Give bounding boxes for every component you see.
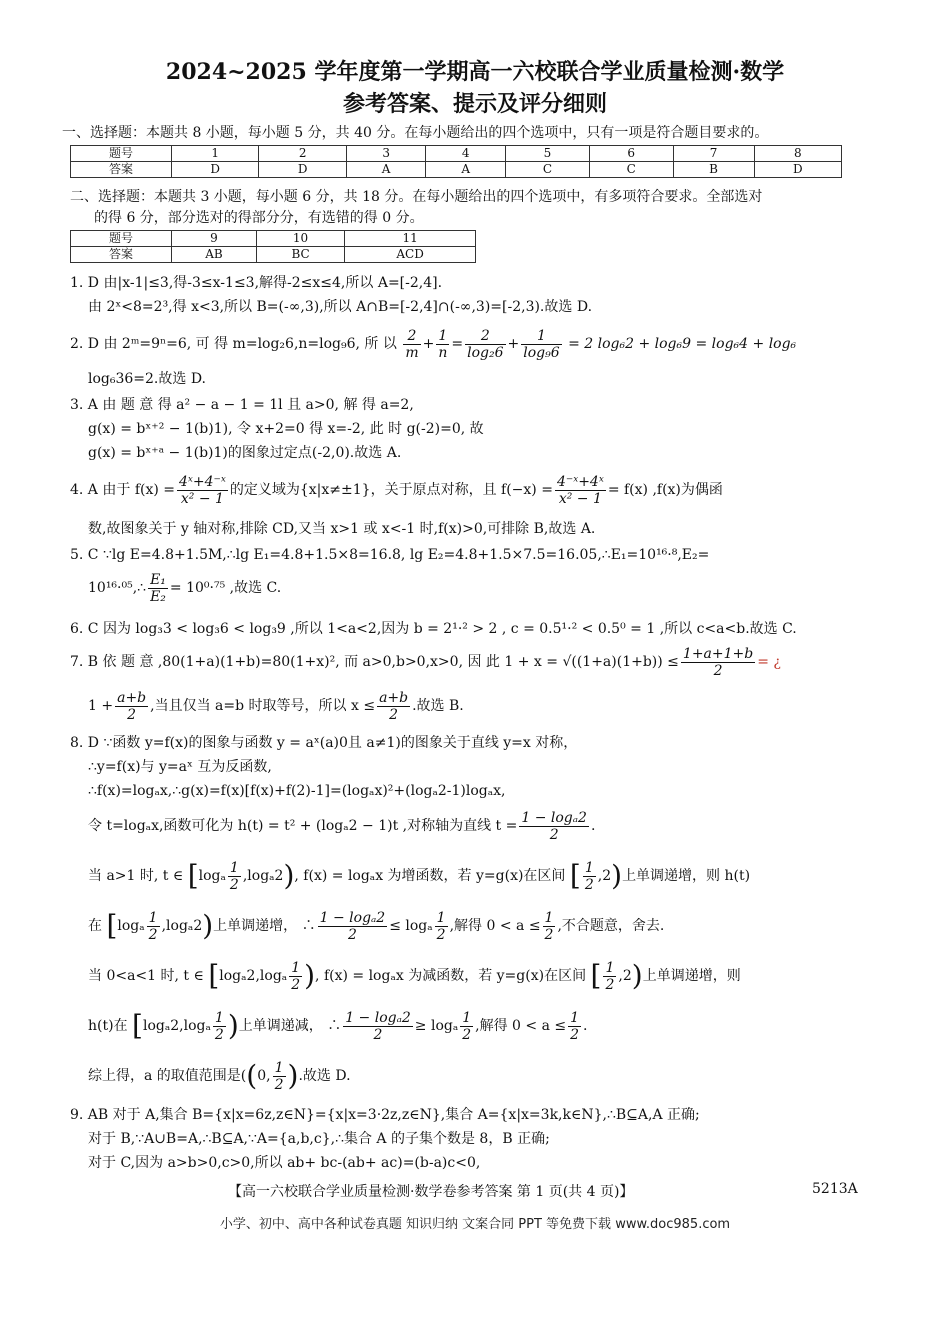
- solution-8-text: ,不合题意，舍去.: [557, 918, 665, 934]
- solution-9-line1: 9. AB 对于 A,集合 B={x|x=6z,z∈N}={x|x=3·2z,z∈N},集合 A={x|x=3k,k∈N},∴B⊆A,A 正确;: [70, 1107, 700, 1123]
- table-cell: C: [589, 162, 673, 178]
- solution-8-text: h(t)在: [88, 1018, 128, 1034]
- solution-5-line2: [88, 566, 910, 610]
- table-cell: 3: [346, 146, 426, 162]
- fraction: $\frac{1}{2}$: [570, 1009, 580, 1043]
- section1-heading: 一、选择题：本题共 8 小题，每小题 5 分，共 40 分。在每小题给出的四个选项中，只有一项是符合题目要求的。: [62, 125, 769, 141]
- fraction: $\frac{2}{m}$: [405, 327, 419, 361]
- fraction: $\frac{\text{1 − logₐ2}}{2}$: [319, 909, 386, 943]
- page-footer: 【高一六校联合学业质量检测·数学卷参考答案 第 1 页(共 4 页)】: [228, 1184, 634, 1200]
- solution-1-line1: 1. D 由|x-1|≤3,得-3≤x-1≤3,解得-2≤x≤4,所以 A=[-2,4].: [70, 275, 443, 291]
- fraction: $\frac{1}{2}$: [436, 909, 446, 943]
- solution-8-line8: h(t)在 [logₐ2,logₐ $\frac{1}{2}$ )上单调递减， ∴ $\frac{\text{1 − logₐ2}}{2}$ ≥ logₐ $\frac{1}{2}$ ,解得 0 < a ≤ $\frac{1}{2}$ .: [88, 1009, 588, 1043]
- solution-8-line9: 综上得，a 的取值范围是((0, $\frac{1}{2}$ ).故选 D.: [88, 1059, 351, 1093]
- fraction: $\frac{\text{1 − logₐ2}}{2}$: [521, 809, 587, 843]
- solution-7-text: .故选 B.: [412, 698, 464, 714]
- fraction: $\frac{1}{\text{log₉6}}$: [523, 327, 560, 361]
- solution-3-line2: g(x) = bˣ⁺² − 1(b)1), 令 x+2=0 得 x=-2, 此 时 g(-2)=0, 故: [88, 421, 484, 437]
- fraction: $\frac{\text{E₁}}{\text{E₂}}$: [150, 571, 166, 605]
- solution-8-text: 令 t=logₐx,函数可化为 h(t) = t² + (logₐ2 − 1)t ,对称轴为直线 t =: [88, 818, 518, 834]
- solution-7-line1: [70, 642, 910, 682]
- solution-8-line7: 当 0<a<1 时, t ∈ [logₐ2,logₐ $\frac{1}{2}$ ), f(x) = logₐx 为减函数，若 y=g(x)在区间 [ $\frac{1}{2}$ ,2)上单调递增，则: [88, 959, 741, 993]
- solution-8-text: ,解得 0 < a ≤: [475, 1018, 567, 1034]
- document-subtitle: 参考答案、提示及评分细则: [342, 91, 607, 117]
- fraction: $\frac{1}{2}$: [274, 1059, 284, 1093]
- table-cell: 11: [345, 231, 476, 247]
- section2-heading-line1: 二、选择题：本题共 3 小题，每小题 6 分，共 18 分。在每小题给出的四个选项中，有多项符合要求。全部选对: [70, 189, 763, 205]
- solution-7-text: = ¿: [757, 654, 781, 670]
- table-cell: D: [754, 162, 841, 178]
- solution-8-text: ,解得 0 < a ≤: [449, 918, 541, 934]
- solution-8-text: 上单调递增，则: [642, 968, 741, 984]
- solution-2-math: = 2 log₆2 + log₆9 = log₆4 + log₆: [568, 336, 797, 352]
- table-cell: 8: [754, 146, 841, 162]
- table-cell: 6: [589, 146, 673, 162]
- solution-7-text: ,当且仅当 a=b 时取等号，所以 x ≤: [150, 698, 376, 714]
- solution-4-text: = f(x) ,f(x)为偶函: [607, 482, 723, 498]
- table-row: [71, 162, 842, 178]
- table-row: [71, 146, 842, 162]
- solution-6: 6. C 因为 log₃3 < log₃6 < log₃9 ,所以 1<a<2,因为 b = 2¹·² > 2 , c = 0.5¹·² < 0.5⁰ = 1 ,所以 c<a<b.故选 C.: [70, 621, 797, 637]
- fraction: $\frac{a+b}{2}$: [379, 689, 409, 723]
- solution-7-line2: [88, 686, 910, 726]
- solution-8-text: 上单调递增， ∴: [213, 918, 316, 934]
- solution-5-text: 10¹⁶·⁰⁵,∴: [88, 580, 147, 596]
- solution-7-text: 1 +: [88, 698, 114, 714]
- table-cell: 5: [506, 146, 590, 162]
- fraction: $\frac{\text{1 − logₐ2}}{2}$: [345, 1009, 411, 1043]
- table-cell: 10: [256, 231, 344, 247]
- table-cell: C: [506, 162, 590, 178]
- website-banner: 小学、初中、高中各种试卷真题 知识归纳 文案合同 PPT 等免费下载 www.doc985.com: [219, 1217, 731, 1232]
- table-cell: B: [673, 162, 754, 178]
- solution-4-line2: 数,故图象关于 y 轴对称,排除 CD,又当 x>1 或 x<-1 时,f(x)>0,可排除 B,故选 A.: [88, 521, 596, 537]
- table-cell-label: 题号: [71, 146, 172, 162]
- solution-8-text: .故选 D.: [298, 1068, 351, 1084]
- solution-2-line2: log₆36=2.故选 D.: [88, 371, 207, 387]
- solution-4-text: 4. A 由于 f(x) =: [70, 482, 175, 498]
- table-cell: 9: [172, 231, 257, 247]
- section2-heading-line2: 的得 6 分，部分选对的得部分分，有选错的得 0 分。: [94, 210, 424, 226]
- solution-8-text: , f(x) = logₐx 为减函数，若 y=g(x)在区间: [315, 968, 587, 984]
- solution-8-line5: 当 a>1 时, t ∈ [logₐ $\frac{1}{2}$ ,logₐ2), f(x) = logₐx 为增函数，若 y=g(x)在区间 [ $\frac{1}{2}$ ,2)上单调递增，则 h(t): [88, 859, 751, 893]
- fraction: $\frac{1}{2}$: [291, 959, 301, 993]
- solution-9-line2: 对于 B,∵A∪B=A,∴B⊆A,∵A={a,b,c},∴集合 A 的子集个数是 8，B 正确;: [88, 1131, 550, 1147]
- document-title: 2024~2025 学年度第一学期高一六校联合学业质量检测·数学: [165, 59, 785, 85]
- solution-8-line1: 8. D ∵函数 y=f(x)的图象与函数 y = aˣ(a)0且 a≠1)的图象关于直线 y=x 对称，: [70, 735, 578, 751]
- solution-8-line2: ∴y=f(x)与 y=aˣ 互为反函数,: [88, 759, 272, 775]
- fraction: $\frac{1}{2}$: [544, 909, 554, 943]
- table-row: [71, 231, 476, 247]
- table-cell: AB: [172, 247, 257, 263]
- solution-8-text: ≤ logₐ: [389, 918, 433, 934]
- solution-1-line2: 由 2ˣ<8=2³,得 x<3,所以 B=(-∞,3),所以 A∩B=[-2,4]∩(-∞,3)=[-2,3).故选 D.: [88, 299, 593, 315]
- solution-8-line4: 令 t=logₐx,函数可化为 h(t) = t² + (logₐ2 − 1)t ,对称轴为直线 t = $\frac{\text{1 − logₐ2}}{2}$ .: [88, 809, 596, 843]
- fraction: $\frac{1}{2}$: [148, 909, 158, 943]
- fraction: $\frac{a+b}{2}$: [117, 689, 147, 723]
- solution-3-line3: g(x) = bˣ⁺ᵃ − 1(b)1)的图象过定点(-2,0).故选 A.: [88, 445, 402, 461]
- table-cell-label: 答案: [71, 247, 172, 263]
- solution-8-text: 综上得，a 的取值范围是(: [88, 1068, 247, 1084]
- fraction: $\frac{\text{4ˣ+4⁻ˣ}}{\text{x² − 1}}$: [179, 473, 226, 507]
- fraction: $\frac{\text{4⁻ˣ+4ˣ}}{\text{x² − 1}}$: [556, 473, 604, 507]
- solution-9-line3: 对于 C,因为 a>b>0,c>0,所以 ab+ bc-(ab+ ac)=(b-a)c<0,: [88, 1155, 481, 1171]
- table-cell: BC: [256, 247, 344, 263]
- solution-2-line1: 2. D 由 2ᵐ=9ⁿ=6, 可 得 m=log₂6,n=log₉6, 所 以 $\frac{2}{m}$ + $\frac{1}{n}$ = $\frac{2}{\text{log₂6}}$ + $\frac{1}{\text{log₉6}}$ = 2 log₆2 + log₆9 = log₆4 + log₆: [70, 327, 797, 361]
- solution-8-text: 上单调递增，则 h(t): [622, 868, 751, 884]
- table-row: [71, 247, 476, 263]
- fraction: $\frac{1}{n}$: [438, 327, 448, 361]
- solution-3-line1: 3. A 由 题 意 得 a² − a − 1 = 1l 且 a>0, 解 得 a=2,: [70, 397, 414, 413]
- table-cell: A: [426, 162, 506, 178]
- solution-8-text: 在: [88, 918, 102, 934]
- table-cell-label: 题号: [71, 231, 172, 247]
- document-code: 5213A: [812, 1181, 858, 1197]
- solution-5-line1: 5. C ∵lg E=4.8+1.5M,∴lg E₁=4.8+1.5×8=16.8, lg E₂=4.8+1.5×7.5=16.05,∴E₁=10¹⁶·⁸,E₂=: [70, 547, 710, 563]
- solution-8-text: , f(x) = logₐx 为增函数，若 y=g(x)在区间: [294, 868, 566, 884]
- table-cell-label: 答案: [71, 162, 172, 178]
- fraction: $\frac{1}{2}$: [462, 1009, 472, 1043]
- solution-7-text: 7. B 依 题 意 ,80(1+a)(1+b)=80(1+x)², 而 a>0,b>0,x>0, 因 此 1 + x = √((1+a)(1+b)) ≤: [70, 654, 679, 670]
- table-cell: 1: [172, 146, 259, 162]
- table-cell: ACD: [345, 247, 476, 263]
- solution-8-text: ≥ logₐ: [414, 1018, 459, 1034]
- fraction: $\frac{1}{2}$: [229, 859, 239, 893]
- table-cell: D: [172, 162, 259, 178]
- table-cell: D: [259, 162, 346, 178]
- solution-2-text: 2. D 由 2ᵐ=9ⁿ=6, 可 得 m=log₂6,n=log₉6, 所 以: [70, 336, 397, 352]
- solution-8-line3: ∴f(x)=logₐx,∴g(x)=f(x)[f(x)+f(2)-1]=(logₐx)²+(logₐ2-1)logₐx,: [88, 783, 506, 799]
- table-cell: 7: [673, 146, 754, 162]
- fraction: $\frac{1}{2}$: [605, 959, 615, 993]
- fraction: $\frac{2}{\text{log₂6}}$: [467, 327, 504, 361]
- table-cell: A: [346, 162, 426, 178]
- fraction: $\frac{1}{2}$: [214, 1009, 224, 1043]
- solution-8-text: 当 a>1 时, t ∈: [88, 868, 184, 884]
- solution-8-text: 上单调递减， ∴: [238, 1018, 342, 1034]
- solution-5-text: = 10⁰·⁷⁵ ,故选 C.: [169, 580, 282, 596]
- solution-8-text: 当 0<a<1 时, t ∈: [88, 968, 204, 984]
- section1-answer-table: [70, 145, 842, 178]
- fraction: $\frac{1+a+1+b}{2}$: [682, 645, 754, 679]
- fraction: $\frac{1}{2}$: [584, 859, 594, 893]
- section2-answer-table: [70, 230, 476, 263]
- solution-4-text: 的定义域为{x|x≠±1}，关于原点对称，且 f(−x) =: [229, 482, 553, 498]
- solution-4-line1: [70, 470, 910, 510]
- table-cell: 2: [259, 146, 346, 162]
- solution-8-line6: 在 [logₐ $\frac{1}{2}$ ,logₐ2)上单调递增， ∴ $\frac{\text{1 − logₐ2}}{2}$ ≤ logₐ $\frac{1}{2}$ ,解得 0 < a ≤ $\frac{1}{2}$ ,不合题意，舍去.: [88, 909, 665, 943]
- table-cell: 4: [426, 146, 506, 162]
